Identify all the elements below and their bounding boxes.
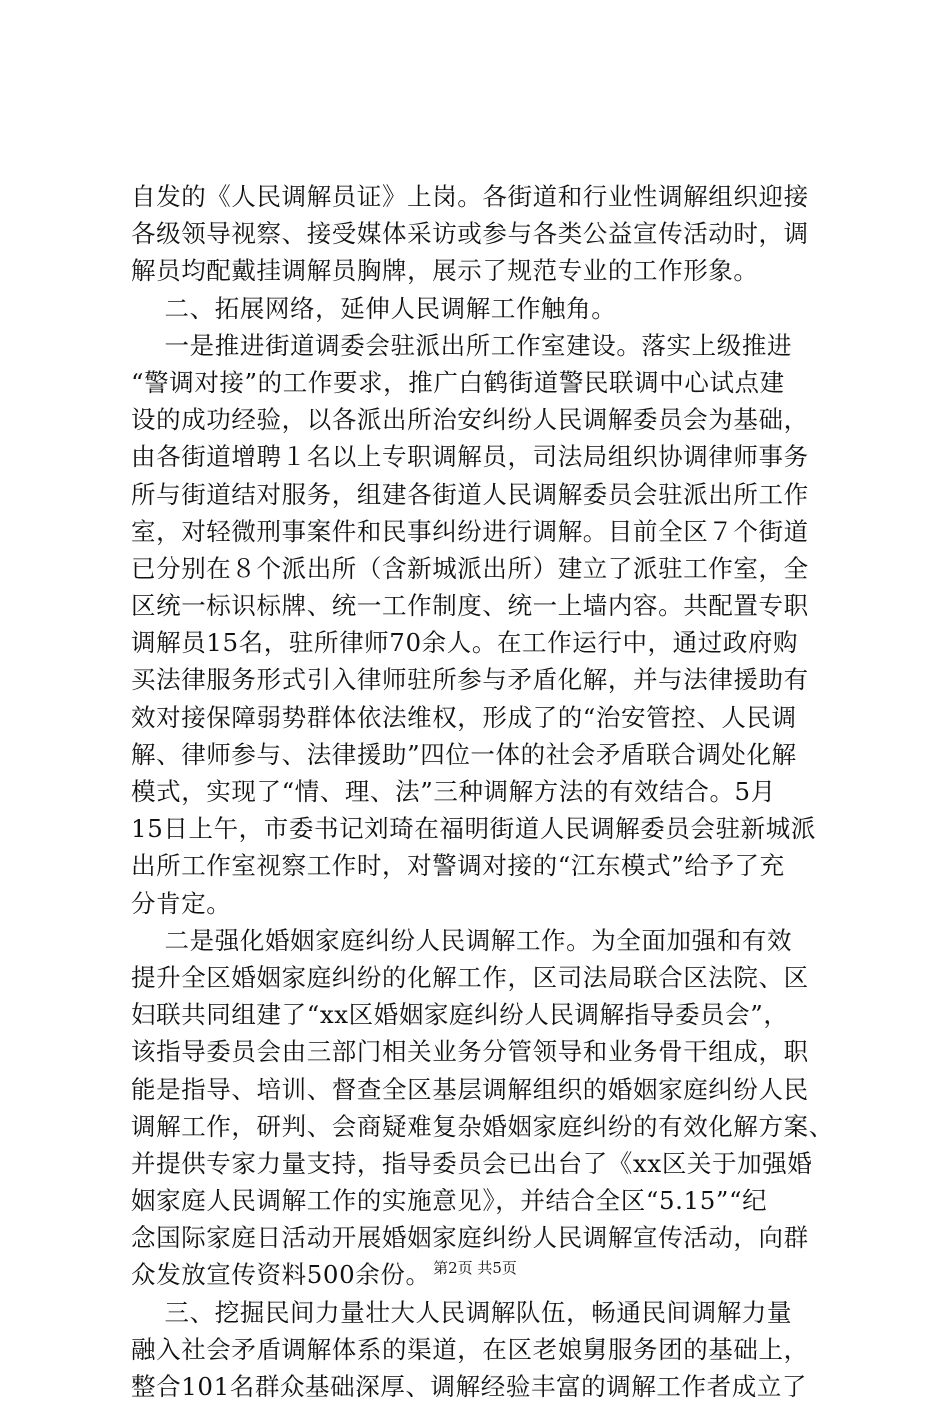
text-line: 调解工作，研判、会商疑难复杂婚姻家庭纠纷的有效化解方案、 [131,1111,834,1141]
text-line: 二是强化婚姻家庭纠纷人民调解工作。为全面加强和有效 [131,925,793,955]
page-number-footer: 第2页 共5页 [433,1259,517,1277]
text-line: 一是推进街道调委会驻派出所工作室建设。落实上级推进 [131,330,793,360]
text-line: 区统一标识标牌、统一工作制度、统一上墙内容。共配置专职 [131,591,809,621]
text-line: 妇联共同组建了“xx区婚姻家庭纠纷人民调解指导委员会”， [131,1000,789,1030]
text-line: “警调对接”的工作要求，推广白鹤街道警民联调中心试点建 [131,367,785,397]
text-line: 室，对轻微刑事案件和民事纠纷进行调解。目前全区７个街道 [131,516,809,546]
text-line: 所与街道结对服务，组建各街道人民调解委员会驻派出所工作 [131,479,809,509]
document-body [131,178,834,1405]
text-line: 调解员15名，驻所律师70余人。在工作运行中，通过政府购 [131,628,799,658]
text-line: 整合101名群众基础深厚、调解经验丰富的调解工作者成立了 [131,1372,808,1401]
text-line: 提升全区婚姻家庭纠纷的化解工作，区司法局联合区法院、区 [131,962,809,992]
text-line: 模式，实现了“情、理、法”三种调解方法的有效结合。5月 [131,777,776,806]
text-line: 15日上午，市委书记刘琦在福明街道人民调解委员会驻新城派 [131,814,816,844]
text-line: 由各街道增聘１名以上专职调解员，司法局组织协调律师事务 [131,442,809,472]
text-line: 能是指导、培训、督查全区基层调解组织的婚姻家庭纠纷人民 [131,1074,809,1104]
text-line: 二、拓展网络，延伸人民调解工作触角。 [131,293,617,323]
text-line: 自发的《人民调解员证》上岗。各街道和行业性调解组织迎接 [131,182,809,211]
text-line: 解、律师参与、法律援助”四位一体的社会矛盾联合调处化解 [131,739,797,769]
text-line: 解员均配戴挂调解员胸牌，展示了规范专业的工作形象。 [131,256,759,286]
text-line: 出所工作室视察工作时，对警调对接的“江东模式”给予了充 [131,851,785,881]
text-line: 并提供专家力量支持，指导委员会已出台了《xx区关于加强婚 [131,1148,813,1178]
text-line: 众发放宣传资料500余份。 [131,1260,431,1290]
text-line: 买法律服务形式引入律师驻所参与矛盾化解，并与法律援助有 [131,665,809,695]
text-line: 姻家庭人民调解工作的实施意见》，并结合全区“5.15”“纪 [131,1186,768,1216]
text-line: 已分别在８个派出所（含新城派出所）建立了派驻工作室，全 [131,553,809,583]
text-line: 该指导委员会由三部门相关业务分管领导和业务骨干组成，职 [131,1037,809,1067]
text-line: 融入社会矛盾调解体系的渠道，在区老娘舅服务团的基础上， [131,1334,809,1364]
text-line: 设的成功经验，以各派出所治安纠纷人民调解委员会为基础， [131,405,809,435]
text-line: 三、挖掘民间力量壮大人民调解队伍，畅通民间调解力量 [131,1297,793,1327]
text-line: 分肯定。 [131,888,232,918]
text-line: 念国际家庭日活动开展婚姻家庭纠纷人民调解宣传活动，向群 [131,1223,809,1253]
text-line: 各级领导视察、接受媒体采访或参与各类公益宣传活动时，调 [131,219,809,249]
text-line: 效对接保障弱势群体依法维权，形成了的“治安管控、人民调 [131,702,797,732]
